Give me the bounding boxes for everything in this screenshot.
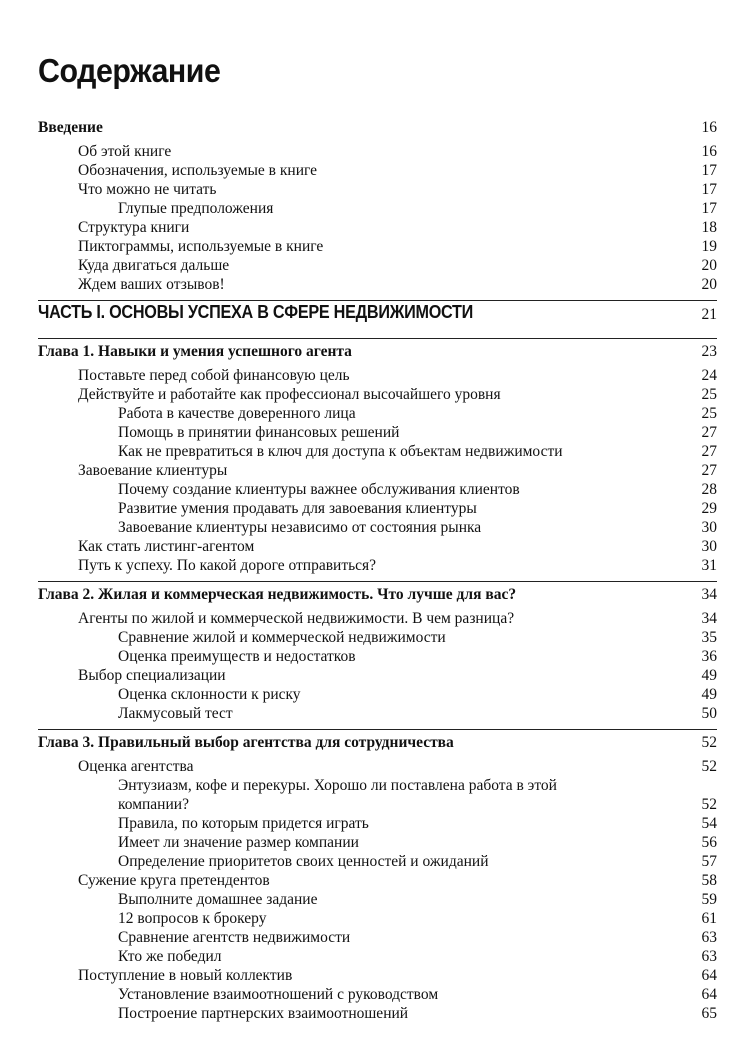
toc-page-number: 54 [701, 815, 717, 832]
toc-entry-title: Работа в качестве доверенного лица [118, 405, 356, 422]
section-divider [38, 338, 717, 339]
section-divider [38, 300, 717, 301]
toc-page-number: 17 [701, 200, 717, 217]
toc-page-number: 59 [701, 891, 717, 908]
toc-entry-title: Кто же победил [118, 948, 222, 965]
toc-page-number: 18 [701, 219, 717, 236]
toc-page-number: 17 [701, 162, 717, 179]
toc-page-number: 34 [701, 586, 717, 603]
section-divider [38, 581, 717, 582]
toc-entry-title: Агенты по жилой и коммерческой недвижимости. В чем разница? [78, 610, 515, 627]
toc-page-number: 52 [701, 796, 717, 813]
toc-page-number: 64 [701, 986, 717, 1003]
toc-page-number: 49 [701, 667, 717, 684]
toc-entry-title: ЧАСТЬ I. ОСНОВЫ УСПЕХА В СФЕРЕ НЕДВИЖИМОСТИ [38, 302, 474, 322]
toc-page-number: 29 [701, 500, 717, 517]
toc-entry-title: Ждем ваших отзывов! [78, 276, 225, 293]
toc-entry-title: Как не превратиться в ключ для доступа к объектам недвижимости [118, 443, 563, 460]
toc-entry-title: Правила, по которым придется играть [118, 815, 369, 832]
toc-entry-title: Глава 3. Правильный выбор агентства для сотрудничества [38, 734, 454, 751]
toc-entry-title: Сравнение агентств недвижимости [118, 929, 351, 946]
toc-entry-title: Поставьте перед собой финансовую цель [78, 367, 350, 384]
toc-entry-title: Глава 1. Навыки и умения успешного агента [38, 343, 352, 360]
page-title: Содержание [38, 52, 221, 89]
toc-page-number: 16 [701, 119, 717, 136]
toc-entry-title-continued: компании? [118, 796, 189, 813]
toc-page-number: 34 [701, 610, 717, 627]
toc-page-number: 27 [701, 424, 717, 441]
toc-page-number: 49 [701, 686, 717, 703]
toc-page-number: 30 [701, 538, 717, 555]
toc-page-number: 25 [701, 405, 717, 422]
toc-page-number: 64 [701, 967, 717, 984]
toc-page-number: 63 [701, 948, 717, 965]
toc-entry-title: Оценка преимуществ и недостатков [118, 648, 356, 665]
toc-entry-title: Поступление в новый коллектив [78, 967, 293, 984]
toc-entry-title: Как стать листинг-агентом [78, 538, 255, 555]
toc-page-number: 56 [701, 834, 717, 851]
toc-page-number: 35 [701, 629, 717, 646]
toc-page-number: 58 [701, 872, 717, 889]
toc-entry-title: Выполните домашнее задание [118, 891, 318, 908]
toc-entry-title: Глава 2. Жилая и коммерческая недвижимость. Что лучше для вас? [38, 586, 517, 603]
toc-page-number: 24 [701, 367, 717, 384]
toc-entry-title: Помощь в принятии финансовых решений [118, 424, 400, 441]
toc-entry-title: Лакмусовый тест [118, 705, 233, 722]
toc-entry-title: Сужение круга претендентов [78, 872, 270, 889]
toc-entry-title: 12 вопросов к брокеру [118, 910, 267, 927]
toc-page-number: 21 [701, 306, 717, 323]
toc-page-number: 23 [701, 343, 717, 360]
toc-page-number: 27 [701, 462, 717, 479]
toc-entry-title: Построение партнерских взаимоотношений [118, 1005, 409, 1022]
toc-entry-title: Действуйте и работайте как профессионал высочайшего уровня [78, 386, 501, 403]
toc-page-number: 17 [701, 181, 717, 198]
toc-entry-title: Имеет ли значение размер компании [118, 834, 359, 851]
toc-page-number: 63 [701, 929, 717, 946]
toc-entry-title: Завоевание клиентуры независимо от состояния рынка [118, 519, 482, 536]
toc-page-number: 25 [701, 386, 717, 403]
toc-entry-title: Путь к успеху. По какой дороге отправиться? [78, 557, 377, 574]
toc-entry-title: Выбор специализации [78, 667, 226, 684]
toc-entry-title: Установление взаимоотношений с руководством [118, 986, 439, 1003]
toc-page-number: 57 [701, 853, 717, 870]
toc-page-number: 28 [701, 481, 717, 498]
toc-page-number: 30 [701, 519, 717, 536]
toc-entry-title: Об этой книге [78, 143, 172, 160]
toc-entry-title: Развитие умения продавать для завоевания клиентуры [118, 500, 477, 517]
toc-entry-title: Куда двигаться дальше [78, 257, 230, 274]
toc-entry-title: Оценка агентства [78, 758, 194, 775]
toc-entry-title: Глупые предположения [118, 200, 274, 217]
toc-page-number: 20 [701, 257, 717, 274]
toc-entry-title: Пиктограммы, используемые в книге [78, 238, 324, 255]
toc-page-number: 19 [701, 238, 717, 255]
toc-page-number: 31 [701, 557, 717, 574]
toc-entry-title: Завоевание клиентуры [78, 462, 228, 479]
section-divider [38, 729, 717, 730]
toc-page-number: 36 [701, 648, 717, 665]
toc-entry-title: Почему создание клиентуры важнее обслуживания клиентов [118, 481, 520, 498]
toc-entry-title: Обозначения, используемые в книге [78, 162, 318, 179]
toc-page-number: 52 [701, 758, 717, 775]
toc-entry-title: Введение [38, 119, 103, 136]
toc-entry-title: Сравнение жилой и коммерческой недвижимости [118, 629, 446, 646]
toc-page-number: 16 [701, 143, 717, 160]
toc-page-number: 50 [701, 705, 717, 722]
toc-page-number: 61 [701, 910, 717, 927]
toc-entry-title: Структура книги [78, 219, 190, 236]
toc-page-number: 27 [701, 443, 717, 460]
toc-page-number: 52 [701, 734, 717, 751]
toc-entry-title: Энтузиазм, кофе и перекуры. Хорошо ли поставлена работа в этой [118, 777, 557, 794]
toc-entry-title: Определение приоритетов своих ценностей и ожиданий [118, 853, 489, 870]
toc-entry-title: Что можно не читать [78, 181, 217, 198]
toc-page-number: 20 [701, 276, 717, 293]
toc-entry-title: Оценка склонности к риску [118, 686, 301, 703]
toc-page-number: 65 [701, 1005, 717, 1022]
